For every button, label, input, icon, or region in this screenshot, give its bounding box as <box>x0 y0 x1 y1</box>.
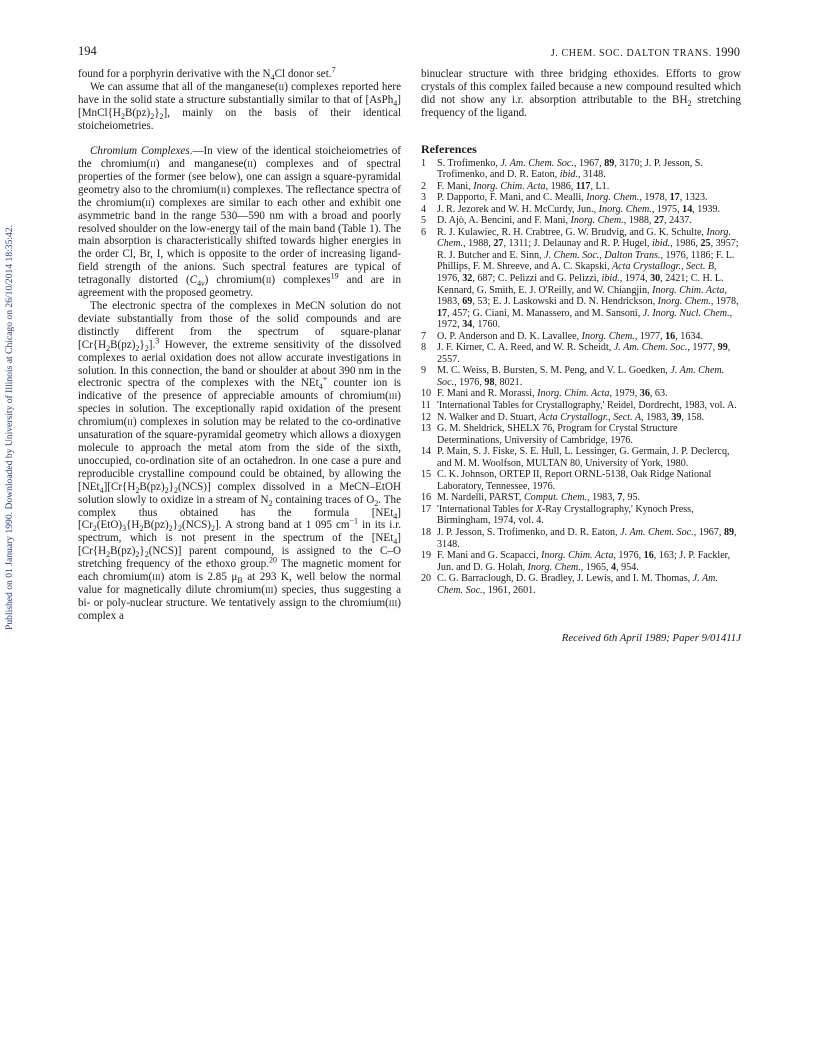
right-column <box>421 68 741 645</box>
reference-item: 6 R. J. Kulawiec, R. H. Crabtree, G. W. Brudvig, and G. K. Schulte, Inorg. Chem., 1988, 27, 1311; J. Delaunay and R. P. Hugel, ibid., 1986, 25, 3957; R. J. Butcher and E. Sinn, J. Chem. Soc., Dalton Trans., 1976, 1186; F. L. Phillips, F. M. Shreeve, and A. C. Skapski, Acta Crystallogr., Sect. B, 1976, 32, 687; C. Pelizzi and G. Pelizzi, ibid., 1974, 30, 2421; C. H. L. Kennard, G. Smith, E. J. O'Reilly, and W. Chiangjin, Inorg. Chim. Acta, 1983, 69, 53; E. J. Laskowski and D. N. Hendrickson, Inorg. Chem., 1978, 17, 457; G. Ciani, M. Manassero, and M. Sansoni, J. Inorg. Nucl. Chem., 1972, 34, 1760. <box>421 226 739 331</box>
body-paragraph: We can assume that all of the manganese(II) complexes reported here have in the solid state a structure substantially similar to that of $[AsPh_4][MnCl\{H_2B(pz)_2\}_2]$, mainly on the basis of their identical stoicheiometries. <box>78 80 401 132</box>
reference-item: 16 M. Nardelli, PARST, Comput. Chem., 1983, 7, 95. <box>421 492 641 504</box>
body-paragraph: The electronic spectra of the complexes in MeCN solution do not deviate substantially from those of the solid compounds and are distinctly different from the spectrum of square-planar $[Cr\{H_2B(pz)_2\}_2].^3$ However, the extreme sensitivity of the dissolved complexes to aerial oxidation does not allow accurate investigations in solution. In this connection, the band or shoulder at about 390 nm in the electronic spectra of the complexes with the NEt$_4$+ counter ion is indicative of the presence of appreciable amounts of chromium(III) species in solution. The exceptionally rapid oxidation of the present chromium(II) complexes in solution may be related to the co-ordinative unsaturation of the square-pyramidal geometry which allows a dioxygen molecule to approach the metal atom from the side of the sixth, unoccupied, co-ordination site of an octahedron. In one case a pure and reproducible crystalline compound could be obtained, by allowing the $[NEt_4][Cr\{H_2B(pz)_2\}_2(NCS)]$ complex dissolved in a MeCN–EtOH solution slowly to oxidize in a stream of $N_2$ containing traces of $O_2$. The complex thus obtained has the formula $[NEt_4][Cr_2(EtO)_3\{H_2B(pz)_2\}_2(NCS)_2]$. A strong band at 1 095 $cm^{-1}$ in its i.r. spectrum, which is not present in the spectrum of the $[NEt_4][Cr\{H_2B(pz)_2\}_2(NCS)]$ parent compound, is assigned to the C–O stretching frequency of the ethoxo group.$^{20}$ The magnetic moment for each chromium(III) atom is 2.85 $\mu_B$ at 293 K, well below the normal value for magnetically dilute chromium(III) species, thus suggesting a bi- or poly-nuclear structure. We tentatively assign to the chromium(III) complex a <box>78 300 402 622</box>
reference-item: 17 'International Tables for X-Ray Crystallography,' Kynoch Press, Birmingham, 1974, vol. 4. <box>421 503 694 527</box>
body-paragraph: Chromium Complexes.—In view of the identical stoicheiometries of the chromium(II) and manganese(II) complexes and of spectral properties of the former (see below), one can assign a square-pyramidal geometry also to the chromium(II) complexes. The reflectance spectra of the chromium(II) complexes are similar to each other and exhibit one asymmetric band in the range 530—590 nm with a broad and poorly resolved shoulder on the low-energy tail of the main band (Table 1). The main absorption is characteristically shifted towards higher energies in the order Cl, Br, I, which is opposite to the order of increasing ligand-field strength of the anions. Such spectral features are typical of tetragonally distorted $(C_{4v})$ chromium(II) complexes$^{19}$ and are in agreement with the proposed geometry. <box>78 145 402 300</box>
reference-item: 14 P. Main, S. J. Fiske, S. E. Hull, L. Lessinger, G. Germain, J. P. Declercq, and M. M. Woolfson, MULTAN 80, University of York, 1980. <box>421 446 730 469</box>
reference-item: 2 F. Mani, Inorg. Chim. Acta, 1986, 117, L1. <box>421 180 610 192</box>
reference-item: 20 C. G. Barraclough, D. G. Bradley, J. Lewis, and I. M. Thomas, J. Am. Chem. Soc., 1961, 2601. <box>421 573 718 596</box>
body-paragraph: found for a porphyrin derivative with the $N_4Cl$ donor set.$^7$ <box>78 65 336 83</box>
reference-item: 18 J. P. Jesson, S. Trofimenko, and D. R. Eaton, J. Am. Chem. Soc., 1967, 89, 3148. <box>421 527 737 550</box>
reference-list <box>421 158 741 597</box>
reference-item: 5 D. Ajò, A. Bencini, and F. Mani, Inorg. Chem., 1988, 27, 2437. <box>421 215 692 227</box>
running-header <box>551 45 740 60</box>
reference-item: 11 'International Tables for Crystallography,' Reidel, Dordrecht, 1983, vol. A. <box>421 400 737 412</box>
reference-item: 3 P. Dapporto, F. Mani, and C. Mealli, Inorg. Chem., 1978, 17, 1323. <box>421 192 708 204</box>
reference-item: 9 M. C. Weiss, B. Bursten, S. M. Peng, and V. L. Goedken, J. Am. Chem. Soc., 1976, 98, 8021. <box>421 365 725 388</box>
journal-year: 1990 <box>715 45 740 59</box>
reference-item: 8 J. F. Kirner, C. A. Reed, and W. R. Scheidt, J. Am. Chem. Soc., 1977, 99, 2557. <box>421 342 731 365</box>
reference-item: 1 S. Trofimenko, J. Am. Chem. Soc., 1967, 89, 3170; J. P. Jesson, S. Trofimenko, and D. R. Eaton, ibid., 3148. <box>421 157 703 181</box>
download-watermark <box>0 0 22 820</box>
references-heading: References <box>421 141 477 156</box>
reference-item: 4 J. R. Jezorek and W. H. McCurdy, Jun., Inorg. Chem., 1975, 14, 1939. <box>421 203 720 215</box>
reference-item: 7 O. P. Anderson and D. K. Lavallee, Inorg. Chem., 1977, 16, 1634. <box>421 330 703 342</box>
reference-item: 19 F. Mani and G. Scapacci, Inorg. Chim. Acta, 1976, 16, 163; J. P. Fackler, Jun. and D. G. Holah, Inorg. Chem., 1965, 4, 954. <box>421 550 731 573</box>
reference-item: 15 C. K. Johnson, ORTEP II, Report ORNL-5138, Oak Ridge National Laboratory, Tennessee, 1976. <box>421 469 712 492</box>
journal-name: J. CHEM. SOC. DALTON TRANS. <box>550 48 712 59</box>
reference-item: 10 F. Mani and R. Morassi, Inorg. Chim. Acta, 1979, 36, 63. <box>421 388 668 400</box>
watermark-text[interactable]: Published on 01 January 1990. Downloaded by University of Illinois at Chicago on 26/10/2014 18:35:42. <box>4 224 15 630</box>
page-number: 194 <box>78 44 97 58</box>
reference-item: 12 N. Walker and D. Stuart, Acta Crystallogr., Sect. A, 1983, 39, 158. <box>421 411 705 423</box>
left-column <box>78 65 402 623</box>
received-note: Received 6th April 1989; Paper 9/01411J <box>561 632 741 645</box>
body-paragraph: binuclear structure with three bridging ethoxides. Efforts to grow crystals of this complex failed because a new compound resulted which did not show any i.r. absorption attributable to the $BH_2$ stretching frequency of the ligand. <box>421 68 741 119</box>
reference-item: 13 G. M. Sheldrick, SHELX 76, Program for Crystal Structure Determinations, University of Cambridge, 1976. <box>421 423 678 446</box>
